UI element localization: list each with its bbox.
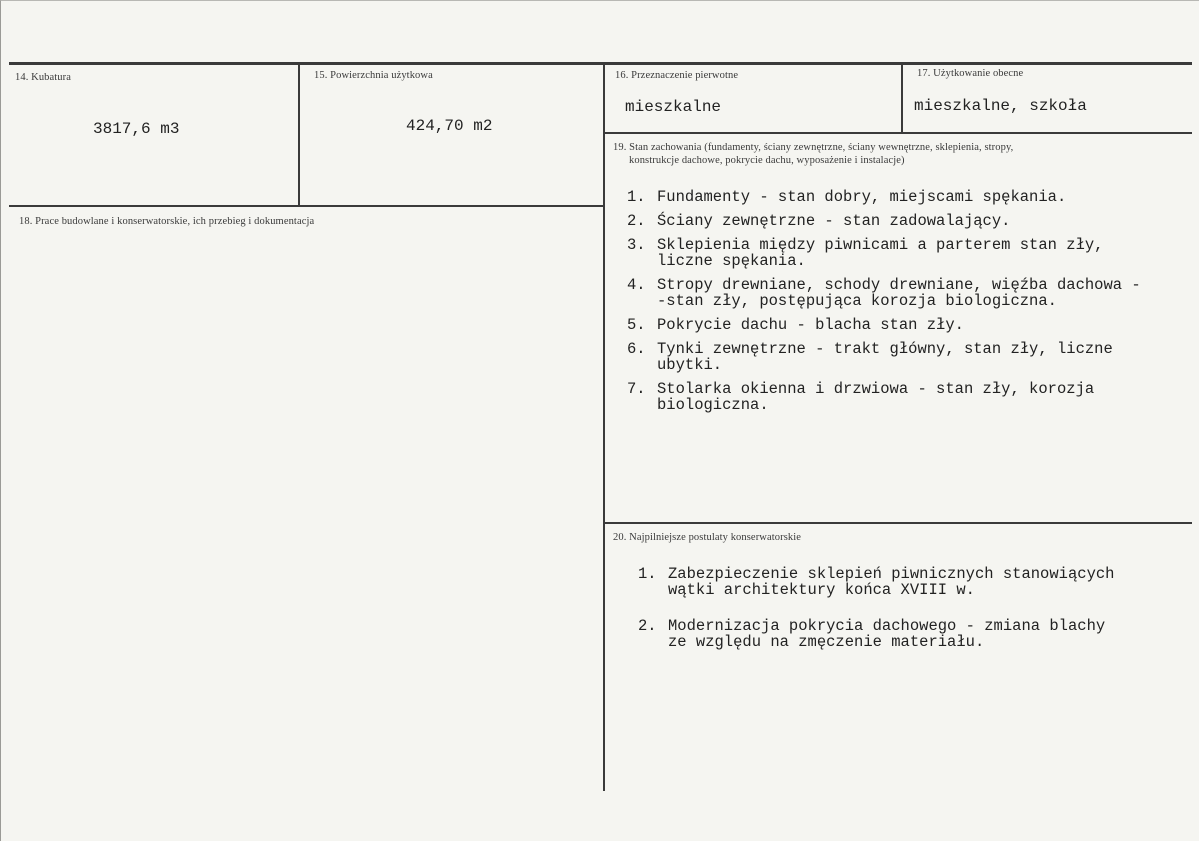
list-item: [627, 341, 1187, 373]
list-item-text: Zabezpieczenie sklepień piwnicznych stanowiących wątki architektury końca XVIII w.: [668, 565, 1115, 599]
field-16-value: mieszkalne: [625, 98, 722, 116]
list-item-number: 4.: [627, 276, 646, 294]
field-15-label: 15. Powierzchnia użytkowa: [314, 70, 433, 81]
field-19-label-line2: konstrukcje dachowe, pokrycie dachu, wyposażenie i instalacje): [629, 155, 905, 166]
list-item-text: Modernizacja pokrycia dachowego - zmiana blachy ze względu na zmęczenie materiału.: [668, 617, 1106, 651]
field-15-value: 424,70 m2: [406, 117, 493, 135]
field-17-value: mieszkalne, szkoła: [914, 97, 1087, 115]
list-item-number: 5.: [627, 316, 646, 334]
list-item-number: 2.: [627, 212, 646, 230]
list-item: [638, 566, 1188, 598]
list-item-number: 3.: [627, 236, 646, 254]
field-20-label: 20. Najpilniejsze postulaty konserwatorskie: [613, 532, 802, 543]
list-item: [627, 381, 1187, 413]
list-item: [627, 213, 1187, 229]
list-item-number: 1.: [638, 565, 657, 583]
list-item-number: 2.: [638, 617, 657, 635]
field-19-condition-list: [627, 189, 1187, 413]
list-item: [627, 189, 1187, 205]
list-item-text: Fundamenty - stan dobry, miejscami spękania.: [657, 188, 1067, 206]
field-19-label-line1: 19. Stan zachowania (fundamenty, ściany zewnętrzne, ściany wewnętrzne, sklepienia, stropy,: [613, 142, 1014, 153]
divider-14-15: [298, 64, 300, 206]
rule-below-row1-left: [9, 205, 603, 207]
list-item-text: Ściany zewnętrzne - stan zadowalający.: [657, 212, 1011, 230]
field-14-label: 14. Kubatura: [15, 72, 72, 83]
list-item: [638, 618, 1188, 650]
list-item: [627, 277, 1187, 309]
list-item-number: 7.: [627, 380, 646, 398]
field-20-postulates-list: [638, 566, 1188, 650]
list-item-number: 6.: [627, 340, 646, 358]
field-17-label: 17. Użytkowanie obecne: [917, 68, 1024, 79]
rule-above-field20: [605, 522, 1192, 524]
field-16-label: 16. Przeznaczenie pierwotne: [615, 70, 739, 81]
list-item-text: Sklepienia między piwnicami a parterem stan zły, liczne spękania.: [657, 236, 1104, 270]
list-item-text: Stropy drewniane, schody drewniane, więźba dachowa - -stan zły, postępująca korozja biologiczna.: [657, 276, 1141, 310]
list-item-text: Pokrycie dachu - blacha stan zły.: [657, 316, 964, 334]
list-item: [627, 237, 1187, 269]
field-14-value: 3817,6 m3: [93, 120, 180, 138]
main-vertical-divider: [603, 64, 605, 791]
list-item-text: Tynki zewnętrzne - trakt główny, stan zły, liczne ubytki.: [657, 340, 1113, 374]
list-item: [627, 317, 1187, 333]
divider-16-17: [901, 64, 903, 133]
field-18-label: 18. Prace budowlane i konserwatorskie, ich przebieg i dokumentacja: [19, 216, 315, 227]
list-item-number: 1.: [627, 188, 646, 206]
top-rule: [9, 62, 1192, 65]
rule-below-row1-right: [605, 132, 1192, 134]
list-item-text: Stolarka okienna i drzwiowa - stan zły, korozja biologiczna.: [657, 380, 1095, 414]
